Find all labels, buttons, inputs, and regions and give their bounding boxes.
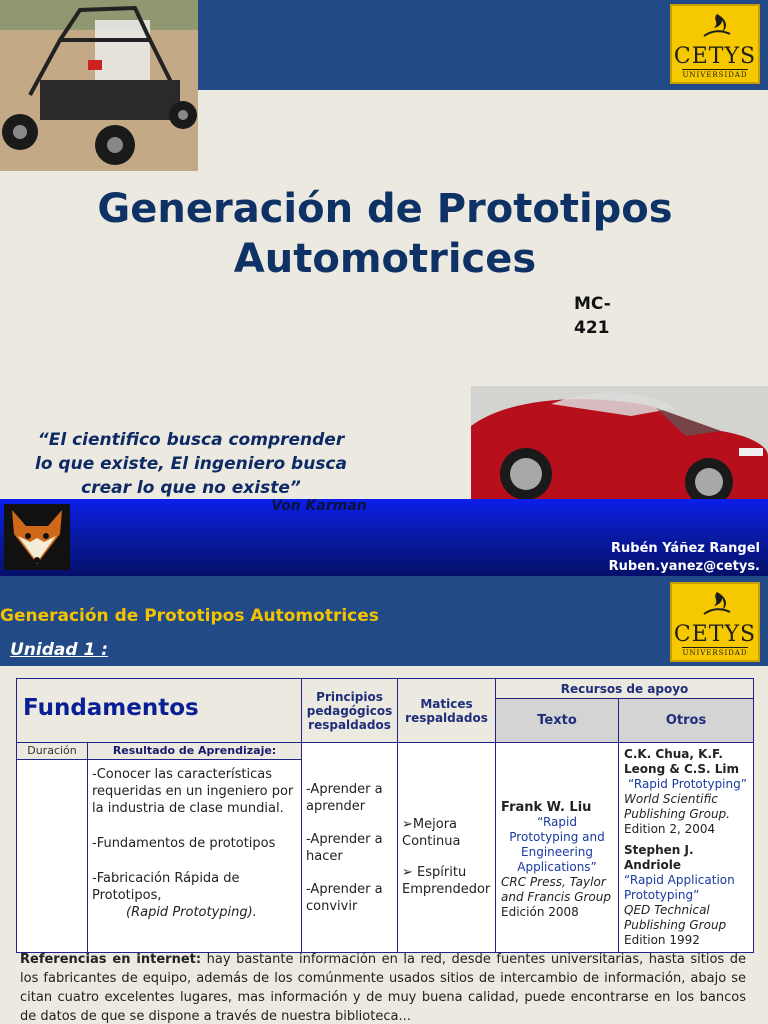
cetys-logo [670, 582, 760, 662]
otros-edition-1: Edition 2, 2004 [624, 822, 716, 836]
otros-title-1: “Rapid Prototyping” [628, 777, 747, 791]
course-code-line-1: MC- [574, 294, 611, 314]
resultado-cell [88, 760, 302, 953]
logo-word: CETYS [673, 44, 757, 69]
author-block [560, 540, 760, 576]
course-code [574, 292, 634, 340]
fox-icon [4, 504, 70, 570]
duracion-cell [17, 760, 88, 953]
flame-icon [702, 590, 732, 616]
otros-publisher-1: World Scientific Publishing Group. [624, 792, 730, 821]
page-title [40, 184, 730, 284]
logo-word: CETYS [673, 622, 757, 647]
otros-publisher-2: QED Technical Publishing Group [624, 903, 727, 932]
course-code-line-2: 421 [574, 318, 610, 338]
otros-author-1: C.K. Chua, K.F. Leong & C.S. Lim [624, 747, 740, 776]
internet-references [20, 950, 746, 1024]
principios-cell [302, 743, 398, 953]
car-photo [471, 386, 768, 500]
header-duracion: Duración [17, 743, 88, 760]
buggy-illustration [0, 0, 198, 171]
car-illustration [471, 386, 768, 500]
texto-author: Frank W. Liu [501, 799, 592, 815]
header-otros: Otros [619, 699, 754, 743]
otros-author-2: Stephen J. Andriole [624, 843, 694, 872]
table-row [17, 679, 754, 699]
resultado-1: -Conocer las características requeridas en un ingeniero por la industria de clase mundial. [92, 767, 294, 817]
texto-edition: Edición 2008 [501, 904, 579, 919]
principio-2: -Aprender a hacer [306, 831, 383, 864]
quote-author: Von Karman [271, 498, 367, 514]
fox-logo [4, 504, 70, 570]
header-texto: Texto [496, 699, 619, 743]
matiz-2: ➢ Espíritu Emprendedor [402, 864, 491, 897]
quote-line-3: crear lo que no existe” [81, 478, 301, 498]
matiz-1: ➢Mejora Continua [402, 816, 461, 849]
otros-cell [619, 743, 754, 953]
header-matices: Matices respaldados [398, 679, 496, 743]
principio-1: -Aprender a aprender [306, 781, 383, 814]
quote-line-2: lo que existe, El ingeniero busca [35, 454, 347, 474]
title-line-1: Generación de Prototipos [97, 186, 673, 232]
slide-title: Generación de Prototipos Automotrices [0, 606, 379, 626]
logo-subtitle: UNIVERSIDAD [682, 71, 748, 79]
otros-edition-2: Edition 1992 [624, 933, 700, 947]
cetys-logo [670, 4, 760, 84]
unit-slide [0, 576, 768, 1024]
quote-line-1: “El cientifico busca comprender [37, 430, 345, 450]
author-name: Rubén Yáñez Rangel [611, 541, 760, 556]
header-principios: Principios pedagógicos respaldados [302, 679, 398, 743]
table-row [17, 743, 754, 760]
author-email[interactable]: Ruben.yanez@cetys. [608, 559, 760, 574]
title-line-2: Automotrices [233, 236, 537, 282]
resultado-3: -Fabricación Rápida de Prototipos, [92, 871, 240, 904]
texto-title: “Rapid Prototyping and Engineering Applications” [509, 814, 605, 874]
flame-icon [702, 12, 732, 38]
texto-publisher: CRC Press, Taylor and Francis Group [501, 874, 611, 904]
header-resultado: Resultado de Aprendizaje: [88, 743, 302, 760]
header-recursos: Recursos de apoyo [496, 679, 754, 699]
topic-title: Fundamentos [17, 679, 302, 743]
otros-title-2: “Rapid Application Prototyping” [624, 873, 735, 902]
quote [10, 428, 372, 500]
resultado-2: -Fundamentos de prototipos [92, 836, 276, 852]
resultado-3b: (Rapid Prototyping). [126, 905, 257, 921]
logo-subtitle: UNIVERSIDAD [682, 649, 748, 657]
arrow-bullet-icon: ➢ [402, 816, 413, 832]
principio-3: -Aprender a convivir [306, 881, 383, 914]
matices-cell [398, 743, 496, 953]
references-label: Referencias en internet: [20, 952, 202, 967]
references-text: hay bastante información en la red, desde fuentes universitarias, hasta sitios de los fabricantes de equipo, además de los comúnmente usados sitios de intercambio de información, abajo se citan cuatro excelentes lugares, mas información y de muy buena calidad, puede encontrarse en los bancos de datos de que se dispone a través de nuestra biblioteca... [20, 952, 747, 1024]
buggy-photo [0, 0, 198, 171]
unit-label: Unidad 1 : [10, 640, 109, 660]
course-table [16, 678, 754, 953]
texto-cell [496, 743, 619, 953]
arrow-bullet-icon: ➢ [402, 864, 418, 880]
